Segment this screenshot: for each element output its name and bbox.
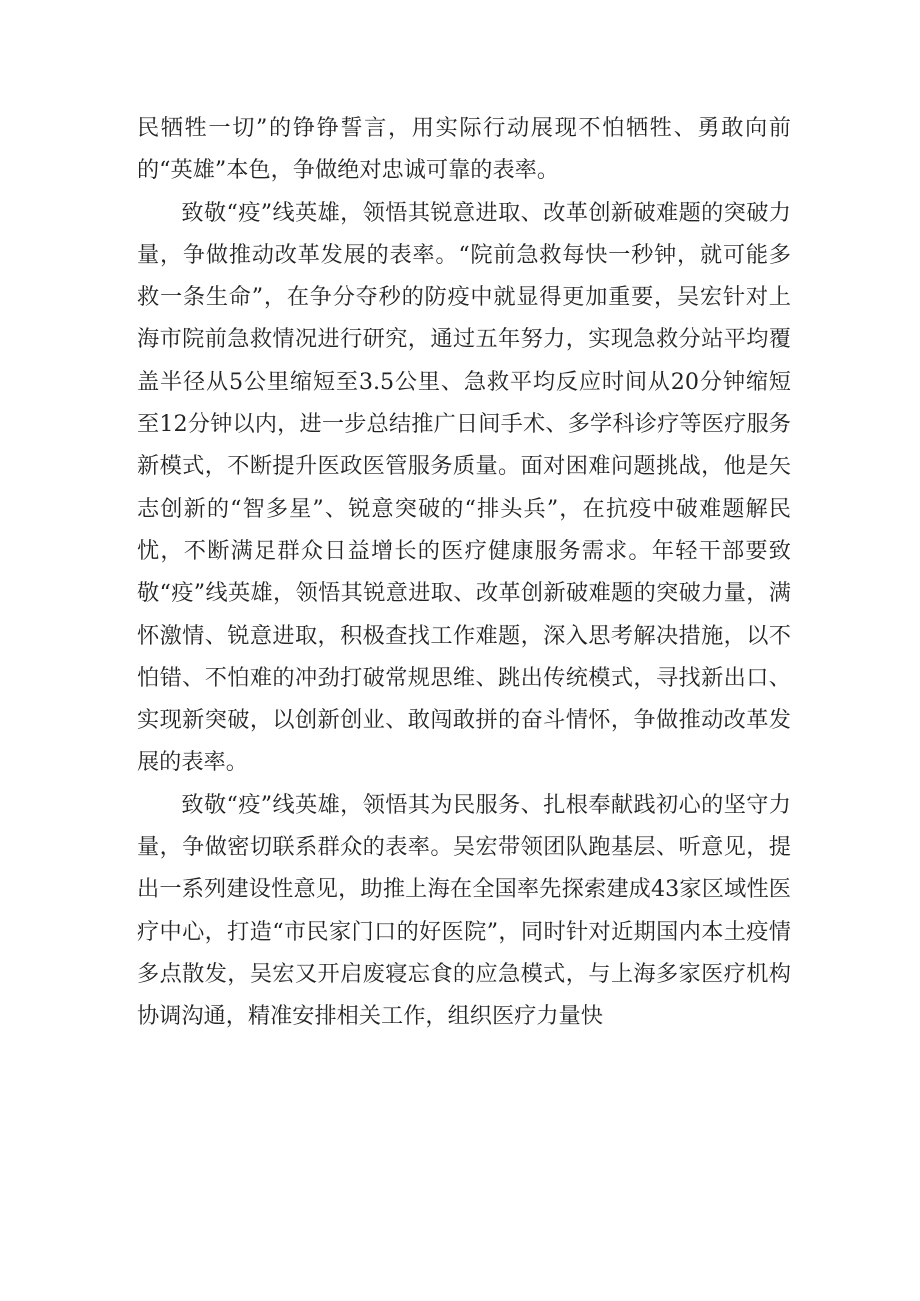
document-body [137, 107, 791, 1038]
paragraph-2: 致敬“疫”线英雄，领悟其锐意进取、改革创新破难题的突破力量，争做推动改革发展的表率。“院前急救每快一秒钟，就可能多救一条生命”，在争分夺秒的防疫中就显得更加重要，吴宏针对上海市院前急救情况进行研究，通过五年努力，实现急救分站平均覆盖半径从5公里缩短至3.5公里、急救平均反应时间从20分钟缩短至12分钟以内，进一步总结推广日间手术、多学科诊疗等医疗服务新模式，不断提升医政医管服务质量。面对困难问题挑战，他是矢志创新的“智多星”、锐意突破的“排头兵”，在抗疫中破难题解民忧，不断满足群众日益增长的医疗健康服务需求。年轻干部要致敬“疫”线英雄，领悟其锐意进取、改革创新破难题的突破力量，满怀激情、锐意进取，积极查找工作难题，深入思考解决措施，以不怕错、不怕难的冲劲打破常规思维、跳出传统模式，寻找新出口、实现新突破，以创新创业、敢闯敢拼的奋斗情怀，争做推动改革发展的表率。 [137, 199, 791, 776]
paragraph-3: 致敬“疫”线英雄，领悟其为民服务、扎根奉献践初心的坚守力量，争做密切联系群众的表率。吴宏带领团队跑基层、听意见，提出一系列建设性意见，助推上海在全国率先探索建成43家区域性医疗中心，打造“市民家门口的好医院”，同时针对近期国内本土疫情多点散发，吴宏又开启废寝忘食的应急模式，与上海多家医疗机构协调沟通，精准安排相关工作，组织医疗力量快 [137, 791, 791, 1030]
paragraph-1: 民牺牲一切”的铮铮誓言，用实际行动展现不怕牺牲、勇敢向前的“英雄”本色，争做绝对忠诚可靠的表率。 [137, 115, 791, 184]
